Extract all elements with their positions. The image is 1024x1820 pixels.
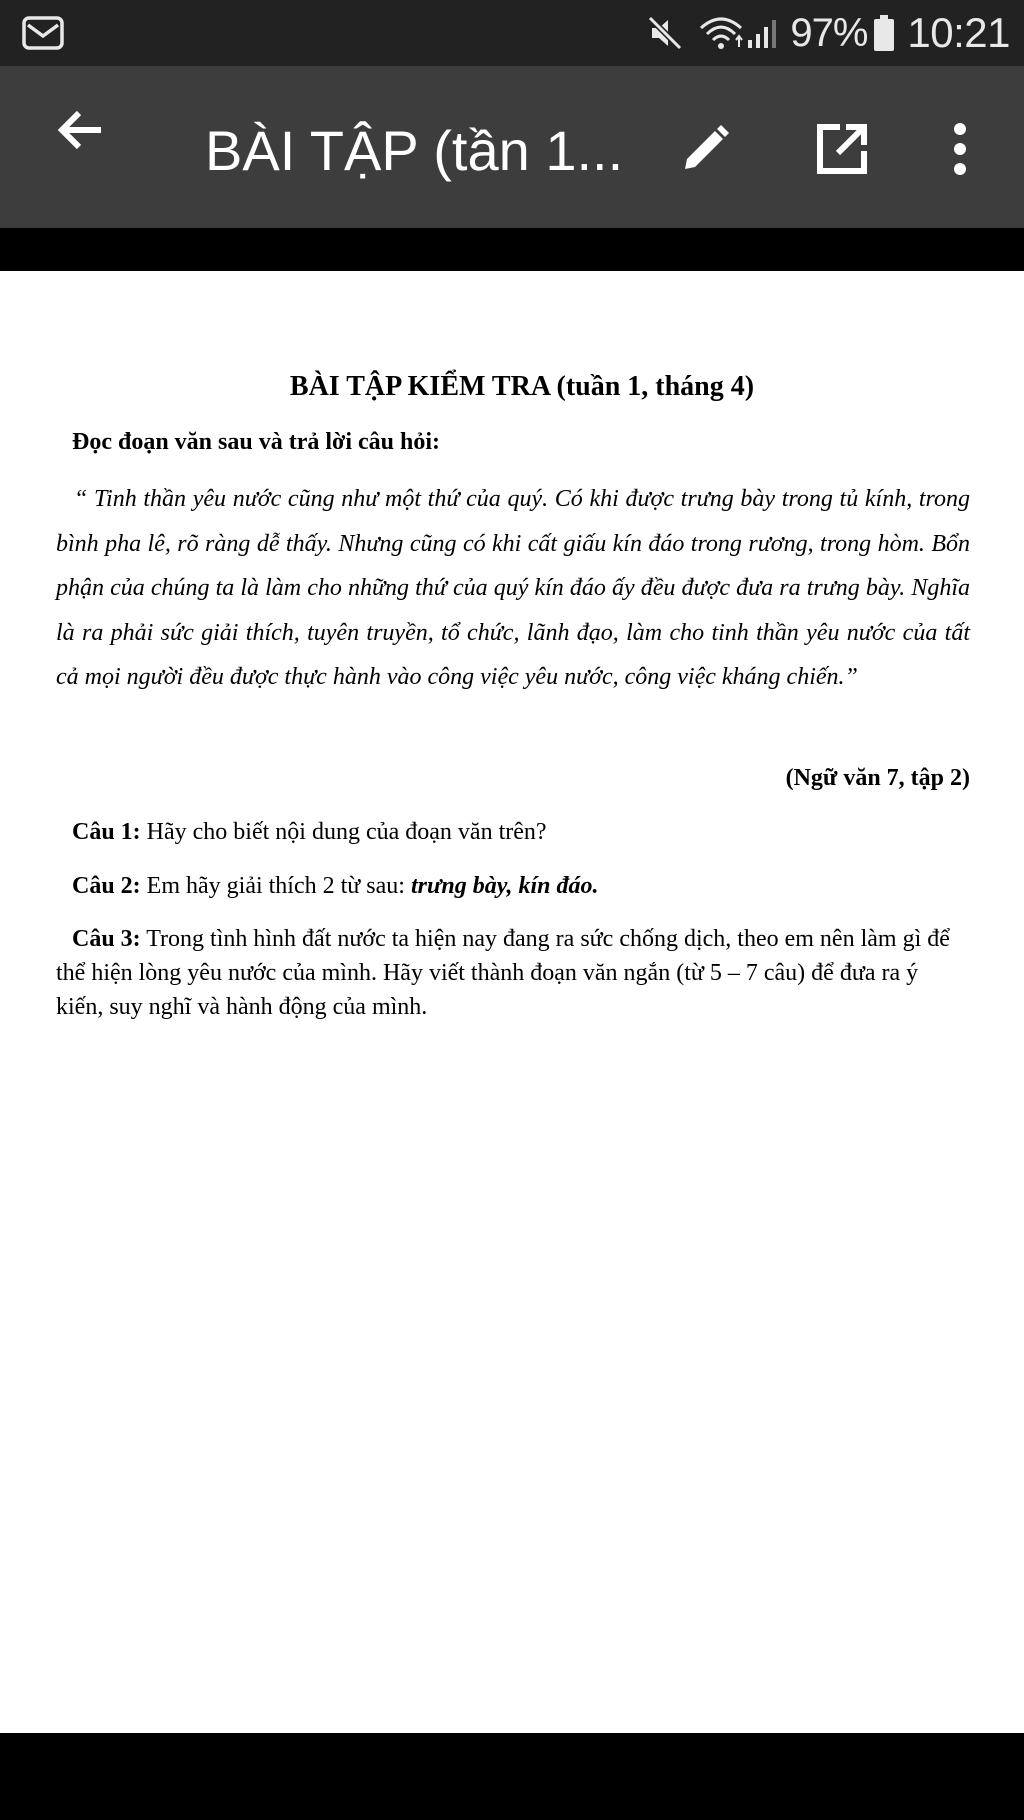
open-external-icon [814, 121, 870, 177]
status-bar [0, 0, 1024, 66]
battery-percent: 97% [790, 10, 868, 55]
question-emphasis: trưng bày, kín đáo. [410, 873, 599, 899]
question-1 [56, 815, 970, 849]
more-options-button[interactable] [925, 114, 995, 184]
question-label: Câu 1: [72, 819, 141, 845]
open-external-button[interactable] [807, 114, 877, 184]
back-arrow-icon [55, 105, 105, 155]
instruction: Đọc đoạn văn sau và trả lời câu hỏi: [72, 429, 440, 455]
status-right [646, 0, 1010, 66]
question-3 [56, 922, 970, 1024]
question-text: Trong tình hình đất nước ta hiện nay đang ra sức chống dịch, theo em nên làm gì để thể hiện lòng yêu nước của mình. Hãy viết thành đoạn văn ngắn (từ 5 – 7 câu) để đưa ra ý kiến, suy nghĩ và hành động của mình. [56, 926, 950, 1020]
question-text: Em hãy giải thích 2 từ sau: [140, 873, 411, 899]
document-page[interactable] [0, 271, 1024, 1733]
more-vert-icon [950, 121, 970, 177]
wifi-icon [698, 14, 744, 52]
question-label: Câu 2: [72, 873, 141, 899]
signal-icon [746, 16, 780, 50]
question-text: Hãy cho biết nội dung của đoạn văn trên? [140, 819, 547, 845]
bottom-bar [0, 1733, 1024, 1820]
mail-icon [22, 16, 64, 50]
document-title: BÀI TẬP (tần 1... [205, 119, 624, 182]
clock: 10:21 [907, 9, 1010, 56]
app-toolbar [0, 66, 1024, 228]
back-button[interactable] [44, 94, 116, 166]
question-2 [56, 869, 970, 903]
question-label: Câu 3: [72, 926, 141, 952]
battery-icon [873, 14, 895, 52]
edit-button[interactable] [670, 114, 740, 184]
viewer-top-margin [0, 228, 1024, 271]
source-citation: (Ngữ văn 7, tập 2) [785, 765, 970, 791]
doc-heading: BÀI TẬP KIỂM TRA (tuần 1, tháng 4) [289, 371, 755, 402]
quoted-passage: “ Tinh thần yêu nước cũng như một thứ của quý. Có khi được trưng bày trong tủ kính, trong bình pha lê, rõ ràng dễ thấy. Nhưng cũng có khi cất giấu kín đáo trong rương, trong hòm. Bổn phận của chúng ta là làm cho những thứ của quý kín đáo ấy đều được đưa ra trưng bày. Nghĩa là ra phải sức giải thích, tuyên truyền, tổ chức, lãnh đạo, làm cho tinh thần yêu nước của tất cả mọi người đều được thực hành vào công việc yêu nước, công việc kháng chiến.” [56, 486, 970, 691]
mute-icon [646, 14, 684, 52]
pencil-icon [677, 121, 733, 177]
